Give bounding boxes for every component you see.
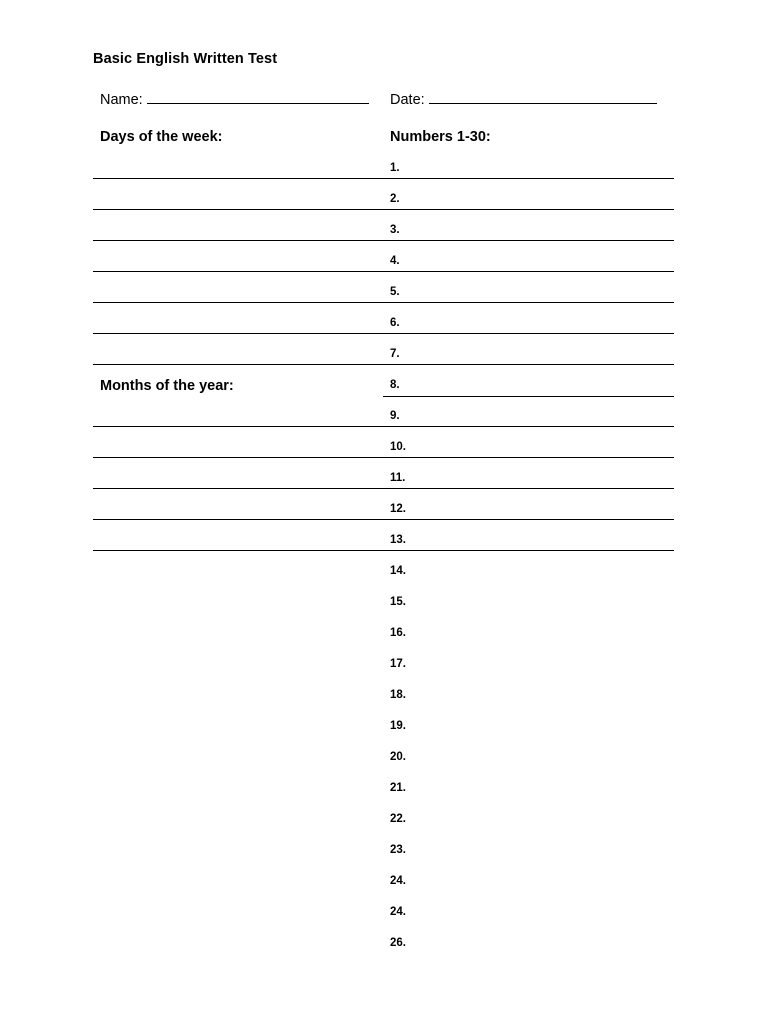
number-label: 26. [390,937,406,949]
number-label: 10. [390,441,406,453]
number-label: 15. [390,596,406,608]
numbers-heading: Numbers 1-30: [390,129,491,145]
number-label: 21. [390,782,406,794]
answer-line[interactable] [383,396,674,397]
number-label: 13. [390,534,406,546]
answer-line[interactable] [93,209,674,210]
number-label: 22. [390,813,406,825]
answer-line[interactable] [93,271,674,272]
number-label: 4. [390,255,400,267]
months-heading: Months of the year: [100,378,234,394]
date-label: Date: [390,92,425,108]
number-label: 14. [390,565,406,577]
number-label: 11. [390,472,406,484]
number-label: 6. [390,317,400,329]
date-blank[interactable] [429,91,657,104]
number-label: 7. [390,348,400,360]
page-title: Basic English Written Test [93,51,278,67]
answer-line[interactable] [93,457,674,458]
answer-line[interactable] [93,178,674,179]
number-label: 2. [390,193,400,205]
number-label: 1. [390,162,400,174]
answer-line[interactable] [93,488,674,489]
date-field [390,91,657,108]
name-blank[interactable] [147,91,369,104]
number-label: 18. [390,689,406,701]
name-field [100,91,369,108]
number-label: 16. [390,627,406,639]
answer-line[interactable] [93,550,674,551]
number-label: 20. [390,751,406,763]
number-label: 12. [390,503,406,515]
number-label: 19. [390,720,406,732]
answer-line[interactable] [93,364,674,365]
answer-line[interactable] [93,302,674,303]
days-heading: Days of the week: [100,129,223,145]
number-label: 24. [390,875,406,887]
answer-line[interactable] [93,333,674,334]
number-label: 24. [390,906,406,918]
number-label: 3. [390,224,400,236]
number-label: 8. [390,379,400,391]
answer-line[interactable] [93,519,674,520]
answer-line[interactable] [93,426,674,427]
number-label: 17. [390,658,406,670]
answer-line[interactable] [93,240,674,241]
number-label: 9. [390,410,400,422]
number-label: 5. [390,286,400,298]
name-label: Name: [100,92,143,108]
number-label: 23. [390,844,406,856]
